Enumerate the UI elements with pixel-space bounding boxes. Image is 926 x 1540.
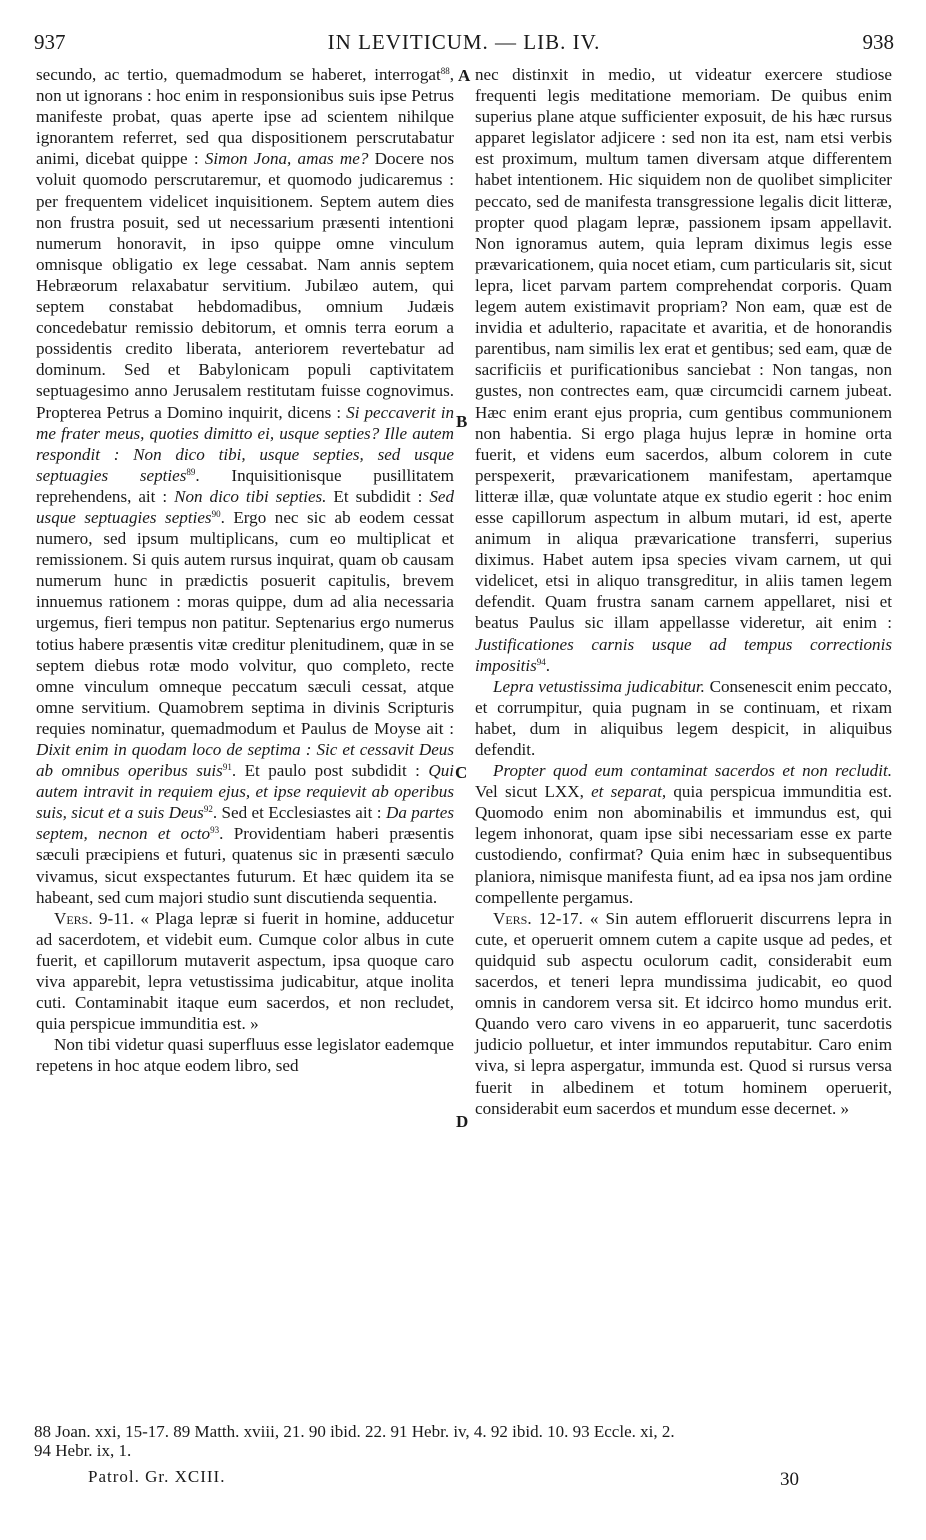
footnote-line-2: 94 Hebr. ix, 1. — [34, 1441, 132, 1460]
sheet-number: 30 — [780, 1469, 799, 1490]
left-column — [36, 64, 454, 1077]
left-paragraph-3: Non tibi videtur quasi superfluus esse legislator eademque repetens in hoc atque eodem libro, sed — [36, 1035, 454, 1076]
margin-marker-b: B — [456, 412, 468, 431]
right-paragraph-4: Vers. 12-17. « Sin autem effloruerit discurrens lepra in cute, et operuerit omnem cutem a capite usque ad pedes, et quidquid sub aspectu oculorum cadit, considerabit eum sacerdos, et teneri lepra mundissima judicabit, eo quod omnis in candorem versa sit. Et idcirco homo mundus erit. Quando vero caro vivens in eo apparuerit, tunc sacerdotis judicio polluetur, et inter immundos reputabitur. Caro enim viva, si lepra aspergatur, immunda est. Quod si rursus versa fuerit in albedinem et totum hominem operuerit, considerabit eum sacerdos et mundum esse decernet. » — [475, 908, 892, 1118]
signature-mark: Patrol. Gr. XCIII. — [88, 1467, 226, 1486]
footnotes — [34, 1422, 894, 1460]
right-paragraph-2: Lepra vetustissima judicabitur. Consenescit enim peccato, et corrumpitur, quia pugnam in se continuam, et rixam habet, dum in aliquibus legem despicit, in aliquibus defendit. — [475, 676, 893, 759]
margin-marker-c: C — [455, 763, 468, 782]
margin-marker-a: A — [458, 66, 471, 85]
margin-marker-d: D — [456, 1112, 469, 1131]
left-paragraph-1: secundo, ac tertio, quemadmodum se haberet, interrogat$^{88}$, non ut ignorans : hoc enim in responsionibus suis ipse Petrus manifeste probat, quas aperte ipse ad scientem nihilque ignorantem referret, sed qua dispositionem perscrutabatur animi, dicebat quippe : Simon Jona, amas me? Docere nos voluit quomodo perscrutaremur, et quomodo judicaremus : per frequentem videlicet inquisitionem. Septem autem dies non frustra posuit, sed ut necessarium præsenti intentioni numerum honoravit, in ipso quippe omne vinculum omnisque obligatio ex lege cessabat. Nam annis septem Hebræorum relaxabatur servitium. Jubilæo autem, qui septem constabat hebdomadibus, omnium Judæis concedebatur remissio debitorum, et omnis terra eorum a possidentis credito liberata, anteriorem revertebatur ad dominum. Sed et Babylonicam populi captivitatem septuagesimo anno Jerusalem restitutam fuisse cognovimus. Propterea Petrus a Domino inquirit, dicens : Si peccaverit in me frater meus, quoties dimitto ei, usque septies? Ille autem respondit : Non dico tibi, usque septies, sed usque septuagies septies$^{89}$. Inquisitionisque pusillitatem reprehendens, ait : Non dico tibi septies. Et subdidit : Sed usque septuagies septies$^{90}$. Ergo nec sic ab eodem cessat numero, sed ipsum multiplicans, cum eo multiplicat et remissionem. Si quis autem rursus inquirat, quam ob causam numerum hunc in prædictis posuerit capitulis, brevem innuemus rationem : moras quippe, dum ad alia necessaria urgemus, fieri tempus non patitur. Septenarius ergo numerus totius habere præsentis vitæ creditur plenitudinem, quæ in se septem diebus rotæ modo volvitur, quo completo, recte omne vinculum omneque peccatum sæculi cessat, atque omne servitium. Quamobrem septima in divinis Scripturis requies nominatur, quemadmodum et Paulus de Moyse ait : Dixit enim in quodam loco de septima : Sic et cessavit Deus ab omnibus operibus suis$^{91}$. Et paulo post subdidit : Qui autem intravit in requiem ejus, et ipse requievit ab operibus suis, sicut et a suis Deus$^{92}$. Sed et Ecclesiastes ait : Da partes septem, necnon et octo$^{93}$. Providentiam haberi præsentis sæculi præcipiens et futuri, quatenus sic in præsenti sæculo vivamus, sicut exspectantes futurum. Et hæc quidem ita se habeant, sed cum majori studio sunt discutienda sequentia. — [36, 65, 455, 907]
verse-label: Vers. — [493, 908, 532, 928]
right-page-number: 938 — [862, 30, 894, 54]
verse-label: Vers. — [54, 908, 93, 928]
running-header — [34, 30, 894, 60]
right-column — [475, 64, 892, 1119]
footnote-line-1: 88 Joan. xxi, 15-17. 89 Matth. xviii, 21. 90 ibid. 22. 91 Hebr. iv, 4. 92 ibid. 10. 93 Eccle. xi, 2. — [34, 1422, 675, 1441]
left-paragraph-2: Vers. 9-11. « Plaga lepræ si fuerit in homine, adducetur ad sacerdotem, et videbit eum. Cumque color albus in cute fuerit, et capillorum mutaverit aspectum, ipsa quoque caro viva apparebit, lepra vetustissima judicabitur, atque inolita cuti. Contaminabit itaque eum sacerdos, et non recludet, quia perspicue immunditia est. » — [36, 908, 454, 1034]
running-title: IN LEVITICUM. — LIB. IV. — [327, 30, 601, 54]
right-paragraph-1: nec distinxit in medio, ut videatur exercere studiose frequenti legis meditatione memoriam. De quibus enim superius plane atque sufficienter exposuit, de his hæc rursus apparet legislator adjicere : sed non ita est, nam etsi verbis est proximum, multum tamen diversam atque differentem habet intentionem. Hic siquidem non de quolibet simpliciter peccato, sed de manifesta transgressione legalis dicit litteræ, propter quod plagam lepræ, passionem ipsam appellavit. Non ignoramus autem, quia lepram diximus legis esse prævaricationem, quia nocet etiam, cum particularis sit, sicut lepra, licet parvam partem comprehendat corporis. Quam legem autem existimavit propriam? Non eam, quæ est de invidia et adulterio, rapacitate et avaritia, et de honorandis parentibus, nam similis lex erat et gentibus; sed eam, quæ de sacrificiis et purificationibus sanciebat : Non tangas, non gustes, non contrectes eam, quæ circumcidi carnem jubeat. Hæc enim erant ejus propria, cum gentibus communionem non habentia. Si ergo plaga hujus lepræ in homine orta fuerit, et videns eum sacerdos, album colorem in cute perspexerit, prævaricationem manifestam, apertamque litteræ illæ, quæ voluntate atque ex studio egerit : hoc enim esse capillorum aspectum in album mutari, id est, aperte animum in aliqua prævaricatione transferri, superius diximus. Habet autem ipsa species vivam carnem, ut qui videlicet, etsi in aliquo transgreditur, in aliis tamen legem defendit. Quam frustra sanam carnem appellaret, nisi et beatus Paulus sic illam appellasse videretur, ait enim : Justificationes carnis usque ad tempus correctionis impositis$^{94}$. — [475, 65, 892, 675]
left-page-number: 937 — [34, 30, 66, 54]
right-paragraph-3: Propter quod eum contaminat sacerdos et non recludit. Vel sicut LXX, et separat, quia perspicua immunditia est. Quomodo enim non abominabilis et immundus est, qui legem inhonorat, quam ipse sibi necessariam esse ex parte custodiendo, confirmat? Quia enim hæc in subsequentibus planiora, nimisque manifesta fiunt, ad ea ipsa nos jam ordine compellente pergamus. — [475, 761, 892, 907]
